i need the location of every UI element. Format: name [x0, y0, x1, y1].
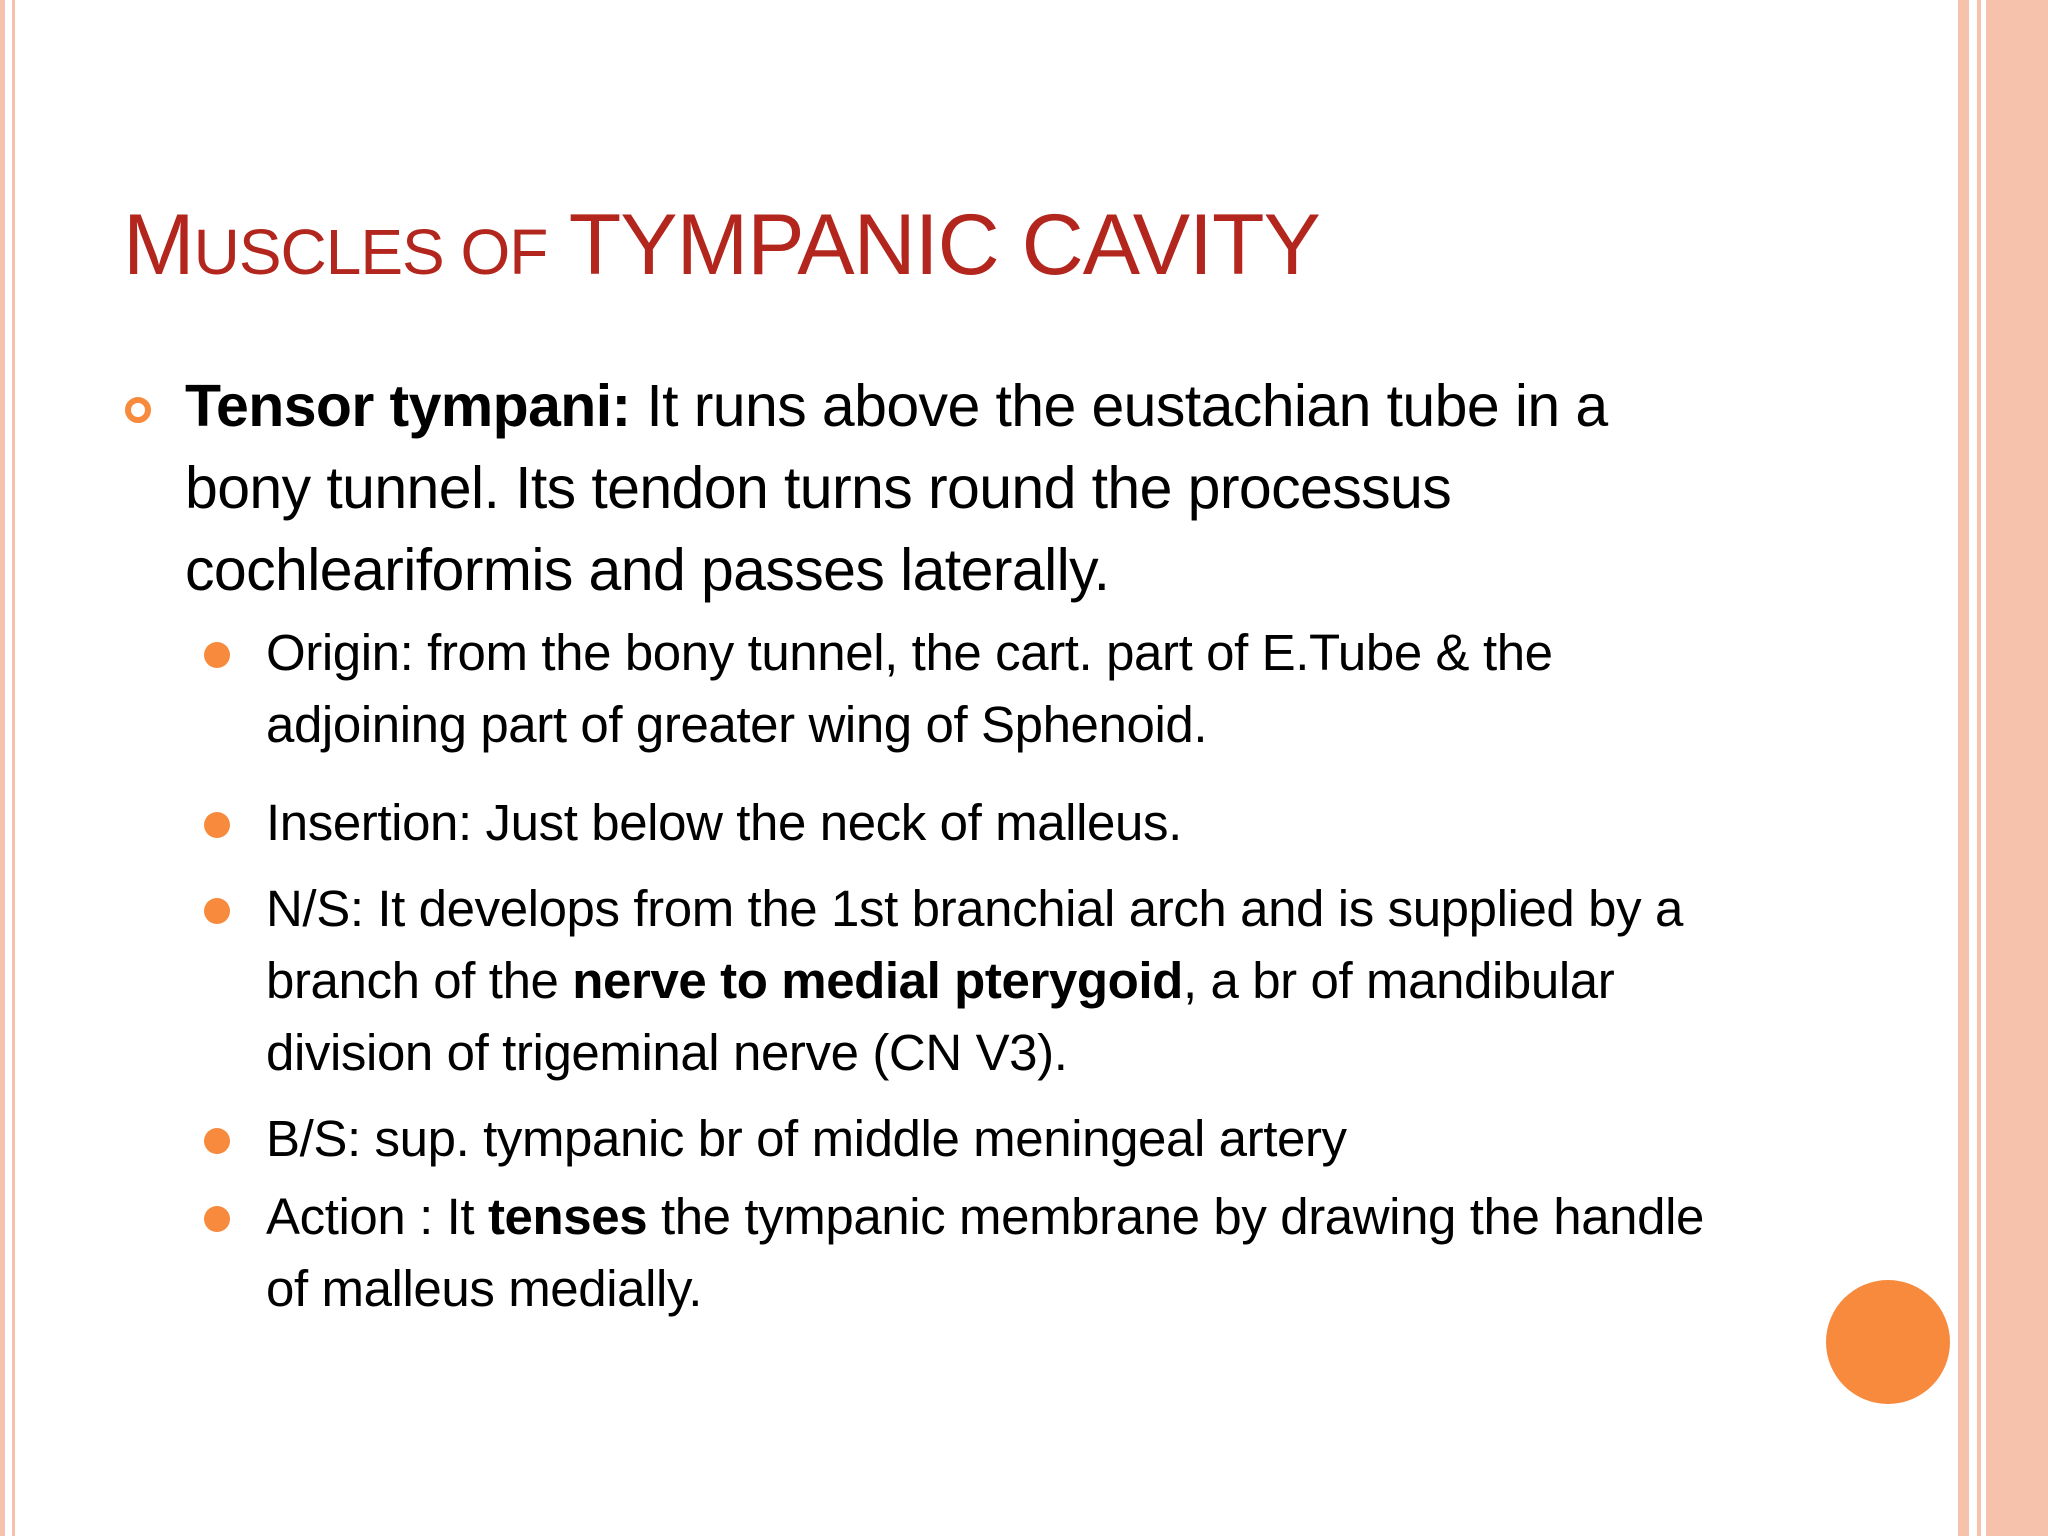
- origin-text: Origin: from the bony tunnel, the cart. part of E.Tube & the adjoining part of greater wing of Sphenoid.: [266, 624, 1553, 753]
- dot-bullet-icon: [204, 1206, 230, 1232]
- ns-text-after: , a br of mandibular division of trigeminal nerve (CN V3).: [266, 952, 1615, 1081]
- action-text-before: Action : It: [266, 1188, 488, 1245]
- slide-title: [123, 195, 1320, 302]
- right-border-band: [1958, 0, 1969, 1536]
- main-bullet-term: Tensor tympani:: [185, 373, 631, 439]
- main-bullet-text: It runs above the eustachian tube in a bony tunnel. Its tendon turns round the processus cochleariformis and passes laterally.: [185, 373, 1608, 603]
- slide-content: [123, 365, 1743, 1325]
- main-bullet: [123, 365, 1743, 611]
- sub-bullet-insertion: [266, 787, 1743, 859]
- sub-bullet-origin: [266, 617, 1743, 761]
- title-small-caps: USCLES OF: [193, 216, 548, 288]
- dot-bullet-icon: [204, 812, 230, 838]
- sub-bullet-action: [266, 1181, 1743, 1325]
- right-border-line: [1977, 0, 1981, 1536]
- dot-bullet-icon: [204, 1128, 230, 1154]
- bs-text: B/S: sup. tympanic br of middle meningeal artery: [266, 1110, 1347, 1167]
- action-text-after: the tympanic membrane by drawing the handle of malleus medially.: [266, 1188, 1705, 1317]
- sub-bullet-blood-supply: [266, 1103, 1743, 1175]
- left-border-stripe-thin: [12, 0, 15, 1536]
- dot-bullet-icon: [204, 898, 230, 924]
- right-border-panel: [1986, 0, 2048, 1536]
- title-main: TYMPANIC CAVITY: [568, 197, 1320, 293]
- insertion-text: Insertion: Just below the neck of malleus.: [266, 794, 1182, 851]
- ring-bullet-icon: [125, 397, 151, 423]
- dot-bullet-icon: [204, 642, 230, 668]
- left-border-stripe: [0, 0, 5, 1536]
- ns-text-before: N/S: It develops from the 1st branchial arch and is supplied by a branch of the: [266, 880, 1683, 1009]
- ns-text-bold: nerve to medial pterygoid: [572, 952, 1183, 1009]
- action-text-bold: tenses: [487, 1188, 648, 1245]
- decorative-orange-circle: [1826, 1280, 1950, 1404]
- sub-bullet-list: [123, 617, 1743, 1325]
- title-lead-cap: M: [123, 197, 194, 293]
- sub-bullet-nerve-supply: [266, 873, 1743, 1089]
